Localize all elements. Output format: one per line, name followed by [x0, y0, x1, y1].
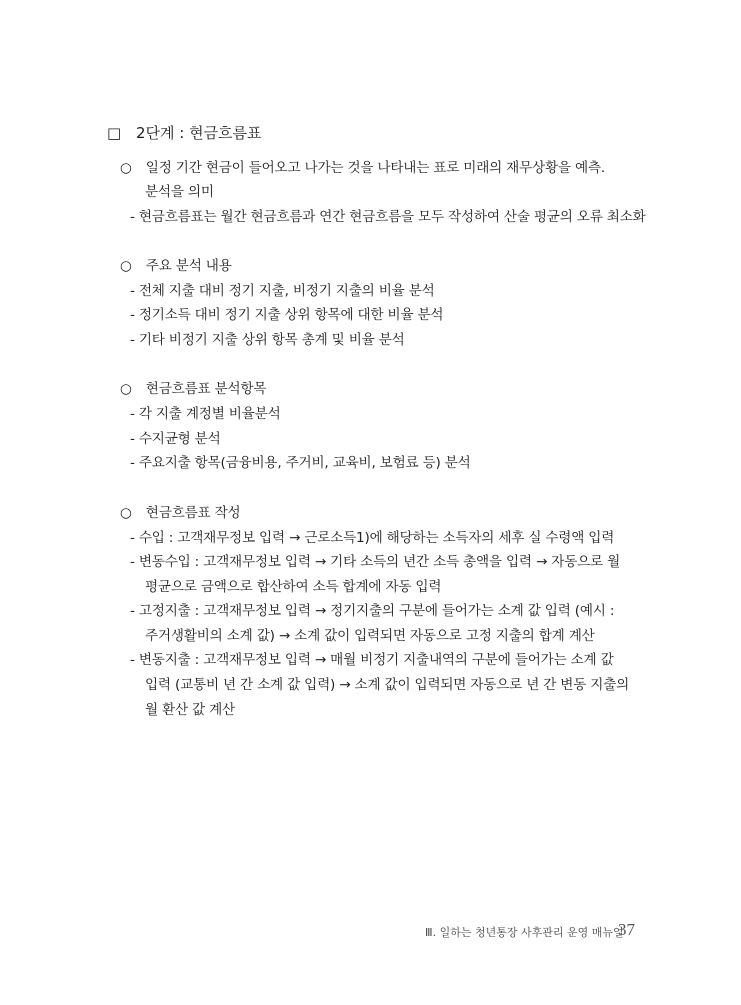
list-item: - 기타 비정기 지출 상위 항목 총계 및 비율 분석 — [130, 332, 405, 348]
list-item: - 전체 지출 대비 정기 지출, 비정기 지출의 비율 분석 — [130, 283, 435, 299]
list-item: - 주요지출 항목(금융비용, 주거비, 교육비, 보험료 등) 분석 — [130, 455, 471, 471]
block-heading-continuation: 분석을 의미 — [145, 184, 214, 200]
block-heading-text: 현금흐름표 분석항목 — [145, 381, 267, 397]
list-item: - 고정지출 : 고객재무정보 입력 → 정기지출의 구분에 들어가는 소계 값 입력 (예시 : — [130, 603, 615, 619]
list-item-continuation: 평균으로 금액으로 합산하여 소득 합계에 자동 입력 — [145, 579, 442, 595]
circle-bullet-icon: ○ — [120, 160, 132, 176]
block-heading — [120, 159, 605, 177]
circle-bullet-icon: ○ — [120, 381, 132, 397]
block-heading-text: 일정 기간 현금이 들어오고 나가는 것을 나타내는 표로 미래의 재무상황을 예측. — [145, 160, 605, 176]
circle-bullet-icon: ○ — [120, 505, 132, 521]
block-heading — [120, 257, 232, 275]
block-heading — [120, 504, 240, 522]
block-heading-text: 주요 분석 내용 — [145, 258, 232, 274]
page-number: 37 — [618, 920, 635, 939]
list-item: - 변동수입 : 고객재무정보 입력 → 기타 소득의 년간 소득 총액을 입력 → 자동으로 월 — [130, 554, 621, 570]
list-item: - 수지균형 분석 — [130, 431, 221, 447]
footer-text: Ⅲ. 일하는 청년통장 사후관리 운영 매뉴얼 — [425, 926, 624, 939]
section-heading — [107, 124, 262, 142]
list-item-continuation: 주거생활비의 소계 값) → 소계 값이 입력되면 자동으로 고정 지출의 합계 계산 — [145, 628, 595, 644]
block-heading — [120, 380, 266, 398]
block-heading-text: 현금흐름표 작성 — [145, 505, 241, 521]
circle-bullet-icon: ○ — [120, 258, 132, 274]
list-item: - 변동지출 : 고객재무정보 입력 → 매월 비정기 지출내역의 구분에 들어가는 소계 값 — [130, 652, 614, 668]
checkbox-square-icon: □ — [107, 124, 122, 142]
section-title: 2단계 : 현금흐름표 — [135, 124, 262, 142]
list-item-continuation: 입력 (교통비 년 간 소계 값 입력) → 소계 값이 입력되면 자동으로 년 간 변동 지출의 — [145, 677, 630, 693]
list-item: - 현금흐름표는 월간 현금흐름과 연간 현금흐름을 모두 작성하여 산술 평균의 오류 최소화 — [130, 209, 646, 225]
list-item: - 수입 : 고객재무정보 입력 → 근로소득1)에 해당하는 소득자의 세후 실 수령액 입력 — [130, 530, 615, 546]
list-item-continuation: 월 환산 값 계산 — [145, 702, 235, 718]
list-item: - 각 지출 계정별 비율분석 — [130, 406, 281, 422]
list-item: - 정기소득 대비 정기 지출 상위 항목에 대한 비율 분석 — [130, 307, 444, 323]
